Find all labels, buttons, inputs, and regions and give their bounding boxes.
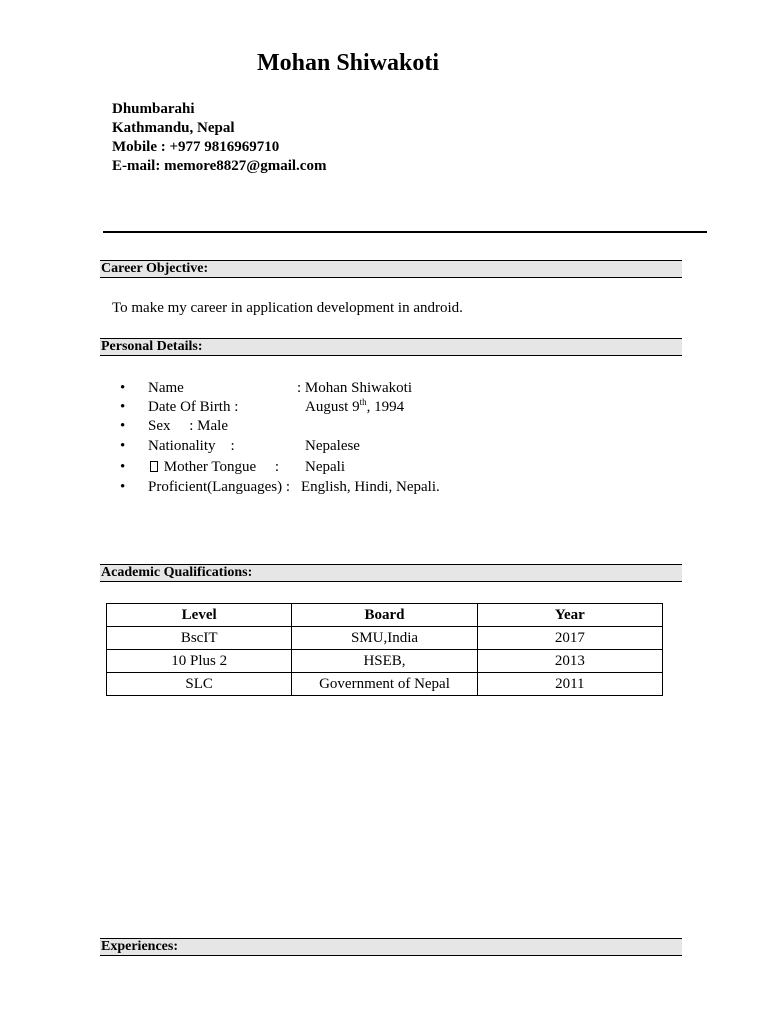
dob-ordinal-suffix: th (359, 397, 367, 407)
mobile-number: Mobile : +977 9816969710 (112, 139, 280, 155)
detail-label-nationality: Nationality : (148, 438, 235, 454)
table-row (107, 627, 663, 650)
detail-value-languages: English, Hindi, Nepali. (301, 479, 440, 495)
detail-label-languages: Proficient(Languages) : (148, 479, 291, 495)
column-header-level: Level (107, 604, 292, 627)
address-line-2: Kathmandu, Nepal (112, 120, 235, 136)
table-cell-board: SMU,India (292, 627, 477, 650)
table-cell-board: Government of Nepal (292, 673, 477, 696)
table-cell-level: 10 Plus 2 (107, 650, 292, 673)
table-cell-level: BscIT (107, 627, 292, 650)
academic-qualifications-table (106, 603, 663, 696)
bullet: • (120, 479, 126, 495)
table-cell-year: 2017 (477, 627, 662, 650)
bullet: • (120, 418, 126, 434)
bullet: • (120, 399, 126, 415)
section-header-academic: Academic Qualifications: (100, 564, 682, 582)
table-cell-year: 2011 (477, 673, 662, 696)
career-objective-text: To make my career in application development in android. (112, 300, 463, 316)
contact-block (112, 100, 326, 176)
detail-sex: Sex : Male (148, 418, 228, 434)
resume-name-title: Mohan Shiwakoti (256, 50, 440, 76)
table-cell-year: 2013 (477, 650, 662, 673)
header-divider (103, 231, 707, 233)
table-row (107, 650, 663, 673)
detail-value-nationality: Nepalese (305, 438, 360, 454)
mother-tongue-label-text: Mother Tongue : (160, 459, 280, 475)
column-header-year: Year (477, 604, 662, 627)
section-header-experiences: Experiences: (100, 938, 682, 956)
detail-value-name: : Mohan Shiwakoti (297, 380, 412, 396)
bullet: • (120, 459, 126, 475)
detail-value-mother-tongue: Nepali (305, 459, 345, 475)
table-header-row (107, 604, 663, 627)
section-header-personal-details: Personal Details: (100, 338, 682, 356)
detail-value-dob (305, 398, 404, 417)
section-header-career-objective: Career Objective: (100, 260, 682, 278)
bullet: • (120, 438, 126, 454)
detail-label-name: Name (148, 380, 184, 396)
address-line-1: Dhumbarahi (112, 101, 195, 117)
table-cell-level: SLC (107, 673, 292, 696)
table-row (107, 673, 663, 696)
detail-label-dob: Date Of Birth : (148, 399, 239, 415)
bullet: • (120, 380, 126, 396)
dob-month-day: August 9 (305, 399, 360, 415)
email-address: E-mail: memore8827@gmail.com (112, 158, 327, 174)
column-header-board: Board (292, 604, 477, 627)
missing-glyph-icon (150, 461, 158, 472)
detail-label-mother-tongue (150, 458, 279, 477)
dob-year: , 1994 (366, 399, 405, 415)
table-cell-board: HSEB, (292, 650, 477, 673)
